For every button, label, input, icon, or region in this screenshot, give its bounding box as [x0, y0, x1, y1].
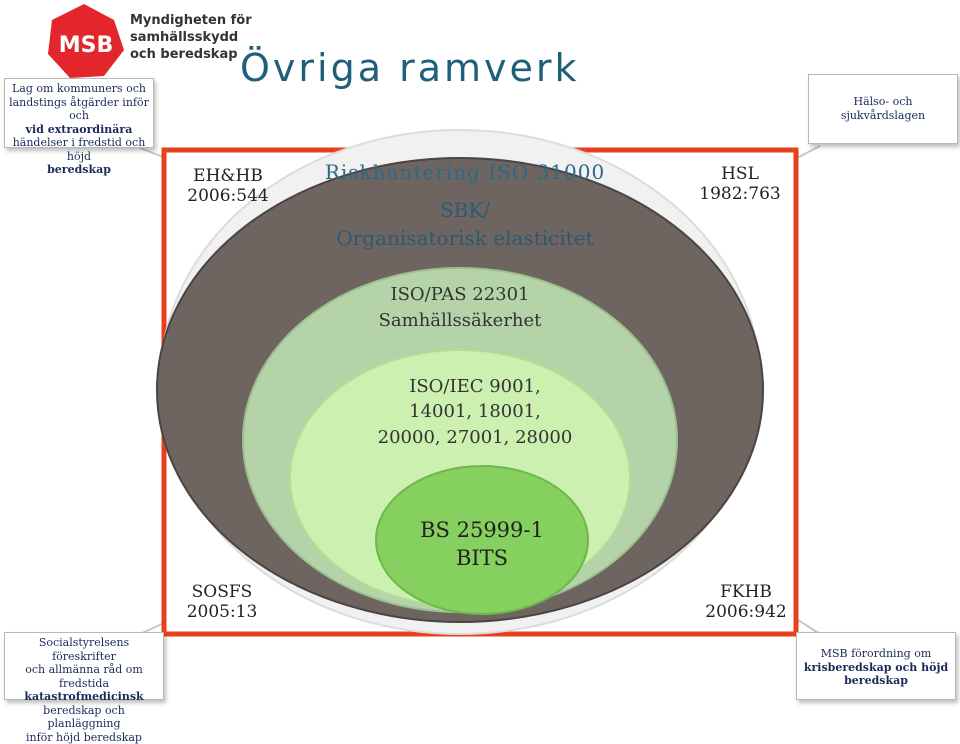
callout-tl-line-4: händelser i fredstid och höjd: [9, 136, 149, 163]
page-title: Övriga ramverk: [240, 46, 580, 90]
corner-label-tr: [690, 164, 790, 204]
callout-bottom-right: [796, 632, 956, 700]
second-ring-label-2: Samhällssäkerhet: [330, 310, 590, 331]
corner-tr-line-2: 1982:763: [690, 184, 790, 204]
callout-tr-line-2: sjukvårdslagen: [813, 109, 953, 123]
logo-mark-text: MSB: [59, 33, 114, 58]
callout-tl-line-3: vid extraordinära: [9, 123, 149, 137]
corner-label-br: [696, 582, 796, 622]
corner-label-tl: [178, 166, 278, 206]
logo-line-2: samhällsskydd: [130, 30, 238, 45]
corner-tl-line-2: 2006:544: [178, 186, 278, 206]
callout-bottom-left: [4, 632, 164, 700]
outer-ring-label-1: Riskhantering ISO 31000: [300, 160, 630, 184]
corner-label-bl: [172, 582, 272, 622]
callout-br-line-1: MSB förordning om: [801, 647, 951, 661]
corner-tl-line-1: EH&HB: [178, 166, 278, 186]
callout-bl-line-1: Socialstyrelsens föreskrifter: [9, 636, 159, 663]
corner-bl-line-1: SOSFS: [172, 582, 272, 602]
inner-ring-label-1: BS 25999-1: [392, 518, 572, 542]
callout-top-right: [808, 74, 958, 144]
callout-br-line-3: beredskap: [801, 674, 951, 688]
corner-bl-line-2: 2005:13: [172, 602, 272, 622]
callout-top-left: [4, 78, 154, 148]
second-ring-label-1: ISO/PAS 22301: [330, 284, 590, 305]
callout-tr-line-1: Hälso- och: [813, 95, 953, 109]
logo-line-1: Myndigheten för: [130, 13, 252, 28]
corner-br-line-2: 2006:942: [696, 602, 796, 622]
third-ring-label-2: 14001, 18001,: [340, 401, 610, 422]
callout-tl-line-5: beredskap: [9, 163, 149, 177]
callout-bl-line-5: inför höjd beredskap: [9, 731, 159, 744]
callout-bl-line-3: katastrofmedicinsk: [9, 690, 159, 704]
inner-ring-label-2: BITS: [392, 546, 572, 570]
callout-bl-line-2: och allmänna råd om fredstida: [9, 663, 159, 690]
outer-ring-label-3: Organisatorisk elasticitet: [300, 226, 630, 250]
callout-br-line-2: krisberedskap och höjd: [801, 661, 951, 675]
callout-bl-line-4: beredskap och planläggning: [9, 704, 159, 731]
corner-br-line-1: FKHB: [696, 582, 796, 602]
third-ring-label-3: 20000, 27001, 28000: [340, 427, 610, 448]
callout-tl-line-1: Lag om kommuners och: [9, 82, 149, 96]
logo-line-3: och beredskap: [130, 47, 238, 62]
callout-tl-line-2: landstings åtgärder inför och: [9, 96, 149, 123]
third-ring-label-1: ISO/IEC 9001,: [340, 376, 610, 397]
outer-ring-label-2: SBK/: [300, 198, 630, 222]
corner-tr-line-1: HSL: [690, 164, 790, 184]
